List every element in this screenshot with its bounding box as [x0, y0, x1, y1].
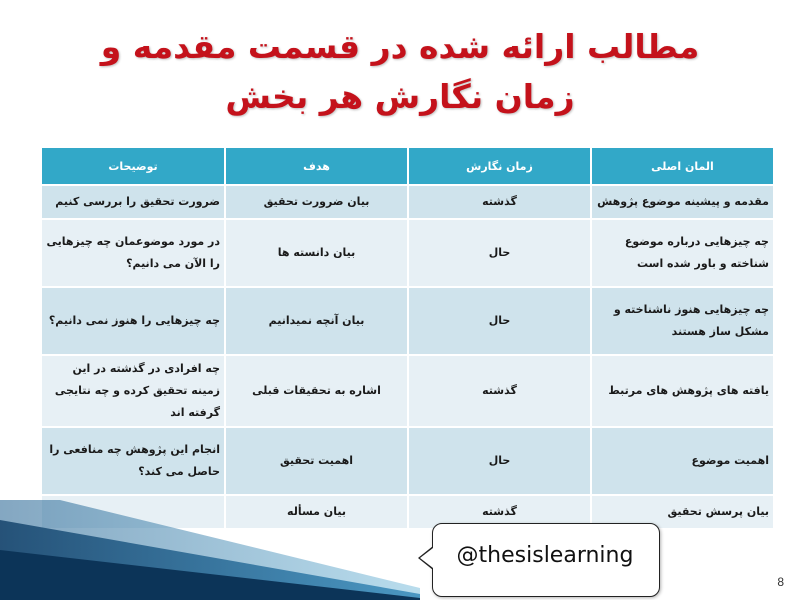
- cell-main: یافته های پژوهش های مرتبط: [591, 355, 774, 427]
- cell-description: ضرورت تحقیق را بررسی کنیم: [41, 185, 225, 219]
- header-tense: زمان نگارش: [408, 147, 591, 185]
- header-goal: هدف: [225, 147, 408, 185]
- cell-goal: بیان دانسته ها: [225, 219, 408, 287]
- cell-main: چه چیزهایی هنوز ناشناخته و مشکل ساز هستند: [591, 287, 774, 355]
- cell-description: چه افرادی در گذشته در این زمینه تحقیق کرده و چه نتایجی گرفته اند: [41, 355, 225, 427]
- footer-stripe-decoration: [0, 500, 420, 600]
- table-row: [41, 287, 774, 355]
- table-row: [41, 219, 774, 287]
- cell-goal: بیان ضرورت تحقیق: [225, 185, 408, 219]
- cell-goal: بیان آنچه نمیدانیم: [225, 287, 408, 355]
- table-row: [41, 185, 774, 219]
- cell-main: چه چیزهایی درباره موضوع شناخته و باور شده است: [591, 219, 774, 287]
- cell-description: انجام این پژوهش چه منافعی را حاصل می کند؟: [41, 427, 225, 495]
- table-header-row: [41, 147, 774, 185]
- header-description: توضیحات: [41, 147, 225, 185]
- content-table: [40, 146, 775, 530]
- cell-description: چه چیزهایی را هنوز نمی دانیم؟: [41, 287, 225, 355]
- watermark-text: @thesislearning: [456, 543, 634, 568]
- cell-tense: حال: [408, 287, 591, 355]
- table-row: [41, 355, 774, 427]
- cell-main: بیان پرسش تحقیق: [591, 495, 774, 529]
- cell-description: در مورد موضوعمان چه چیزهایی را الآن می دانیم؟: [41, 219, 225, 287]
- cell-main: مقدمه و پیشینه موضوع پژوهش: [591, 185, 774, 219]
- cell-tense: حال: [408, 427, 591, 495]
- cell-tense: گذشته: [408, 495, 591, 529]
- table-row: [41, 427, 774, 495]
- page-number: 8: [777, 575, 784, 589]
- cell-goal: اهمیت تحقیق: [225, 427, 408, 495]
- cell-goal: بیان مسأله: [225, 495, 408, 529]
- slide-title: مطالب ارائه شده در قسمت مقدمه و زمان نگارش هر بخش: [100, 27, 700, 116]
- cell-tense: گذشته: [408, 185, 591, 219]
- cell-tense: گذشته: [408, 355, 591, 427]
- cell-tense: حال: [408, 219, 591, 287]
- cell-main: اهمیت موضوع: [591, 427, 774, 495]
- header-main-element: المان اصلی: [591, 147, 774, 185]
- cell-goal: اشاره به تحقیقات قبلی: [225, 355, 408, 427]
